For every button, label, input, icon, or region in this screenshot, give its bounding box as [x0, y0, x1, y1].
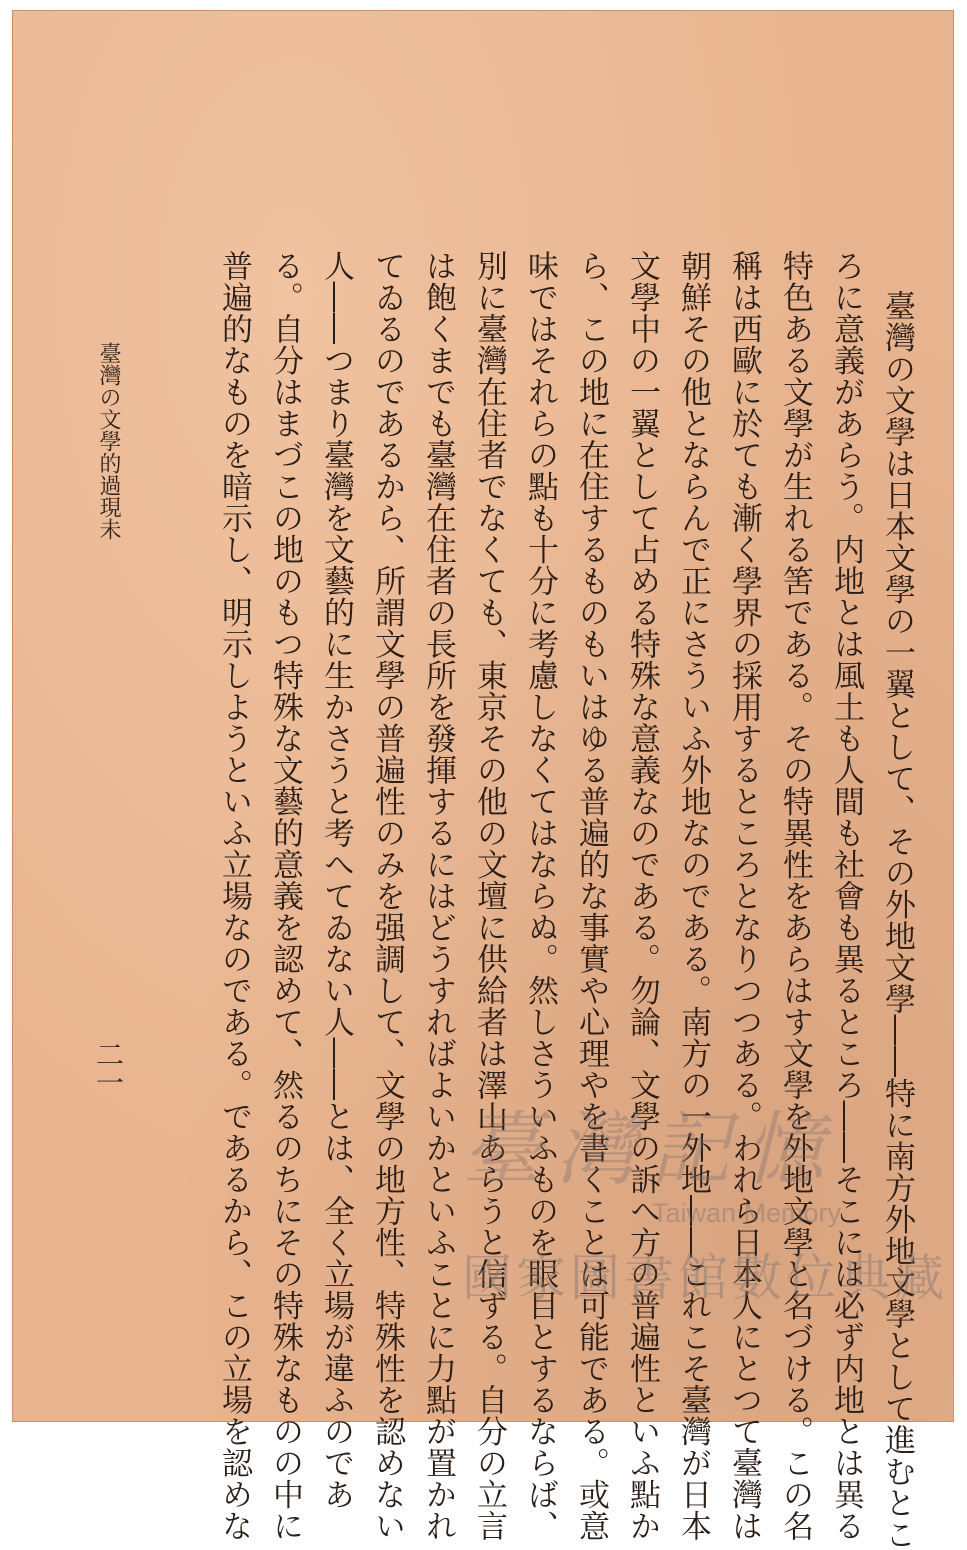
text-line: る。自分はまづこの地のもつ特殊な文藝的意義を認めて、然るのちにその特殊なものの中に [267, 250, 303, 1542]
text-line: 臺灣の文學は日本文學の一翼として、その外地文學――特に南方外地文學として進むとこ [879, 290, 915, 1550]
watermark-english: Taiwan Memory [652, 1198, 842, 1228]
page-number: 二一 [92, 1040, 125, 1096]
text-line: てゐるのであるから、所謂文學の普遍性のみを强調して、文學の地方性、特殊性を認めない [369, 250, 405, 1542]
text-line: 朝鮮その他とならんで正にさういふ外地なのである。南方の一外地――これこそ臺灣が日本 [675, 250, 711, 1542]
text-line: は飽くまでも臺灣在住者の長所を發揮するにはどうすればよいかといふことに力點が置かれ [420, 250, 456, 1542]
text-line: 人――つまり臺灣を文藝的に生かさうと考へてゐない人――とは、全く立場が違ふのであ [318, 250, 354, 1510]
text-line: 文學中の一翼として占める特殊な意義なのである。勿論、文學の訴へ方の普遍性といふ點か [624, 250, 660, 1542]
text-line: 普遍的なものを暗示し、明示しようといふ立場なのである。であるから、この立場を認めな [216, 250, 252, 1542]
text-line: 別に臺灣在住者でなくても、東京その他の文壇に供給者は澤山あらうと信ずる。自分の立言 [471, 250, 507, 1542]
text-line: ら、この地に在住するものもいはゆる普遍的な事實や心理やを書くことは可能である。或意 [573, 250, 609, 1542]
watermark-library-name: 國家圖書館數位典藏 [462, 1249, 948, 1307]
text-line: 味ではそれらの點も十分に考慮しなくてはならぬ。然しさういふものを眼目とするならば、 [522, 250, 558, 1542]
running-header: 臺灣の文學的過現未 [96, 342, 121, 540]
text-line: 特色ある文學が生れる筈である。その特異性をあらはす文學を外地文學と名づける。この名 [777, 250, 813, 1542]
text-line: ろに意義があらう。内地とは風土も人間も社會も異るところ――そこには必ず内地とは異る [828, 250, 864, 1542]
text-line: 稱は西歐に於ても漸く學界の採用するところとなりつつある。われら日本人にとつて臺灣は [726, 250, 762, 1542]
book-page [12, 10, 954, 1550]
watermark-calligraphy: 臺灣記憶 [462, 1103, 838, 1196]
